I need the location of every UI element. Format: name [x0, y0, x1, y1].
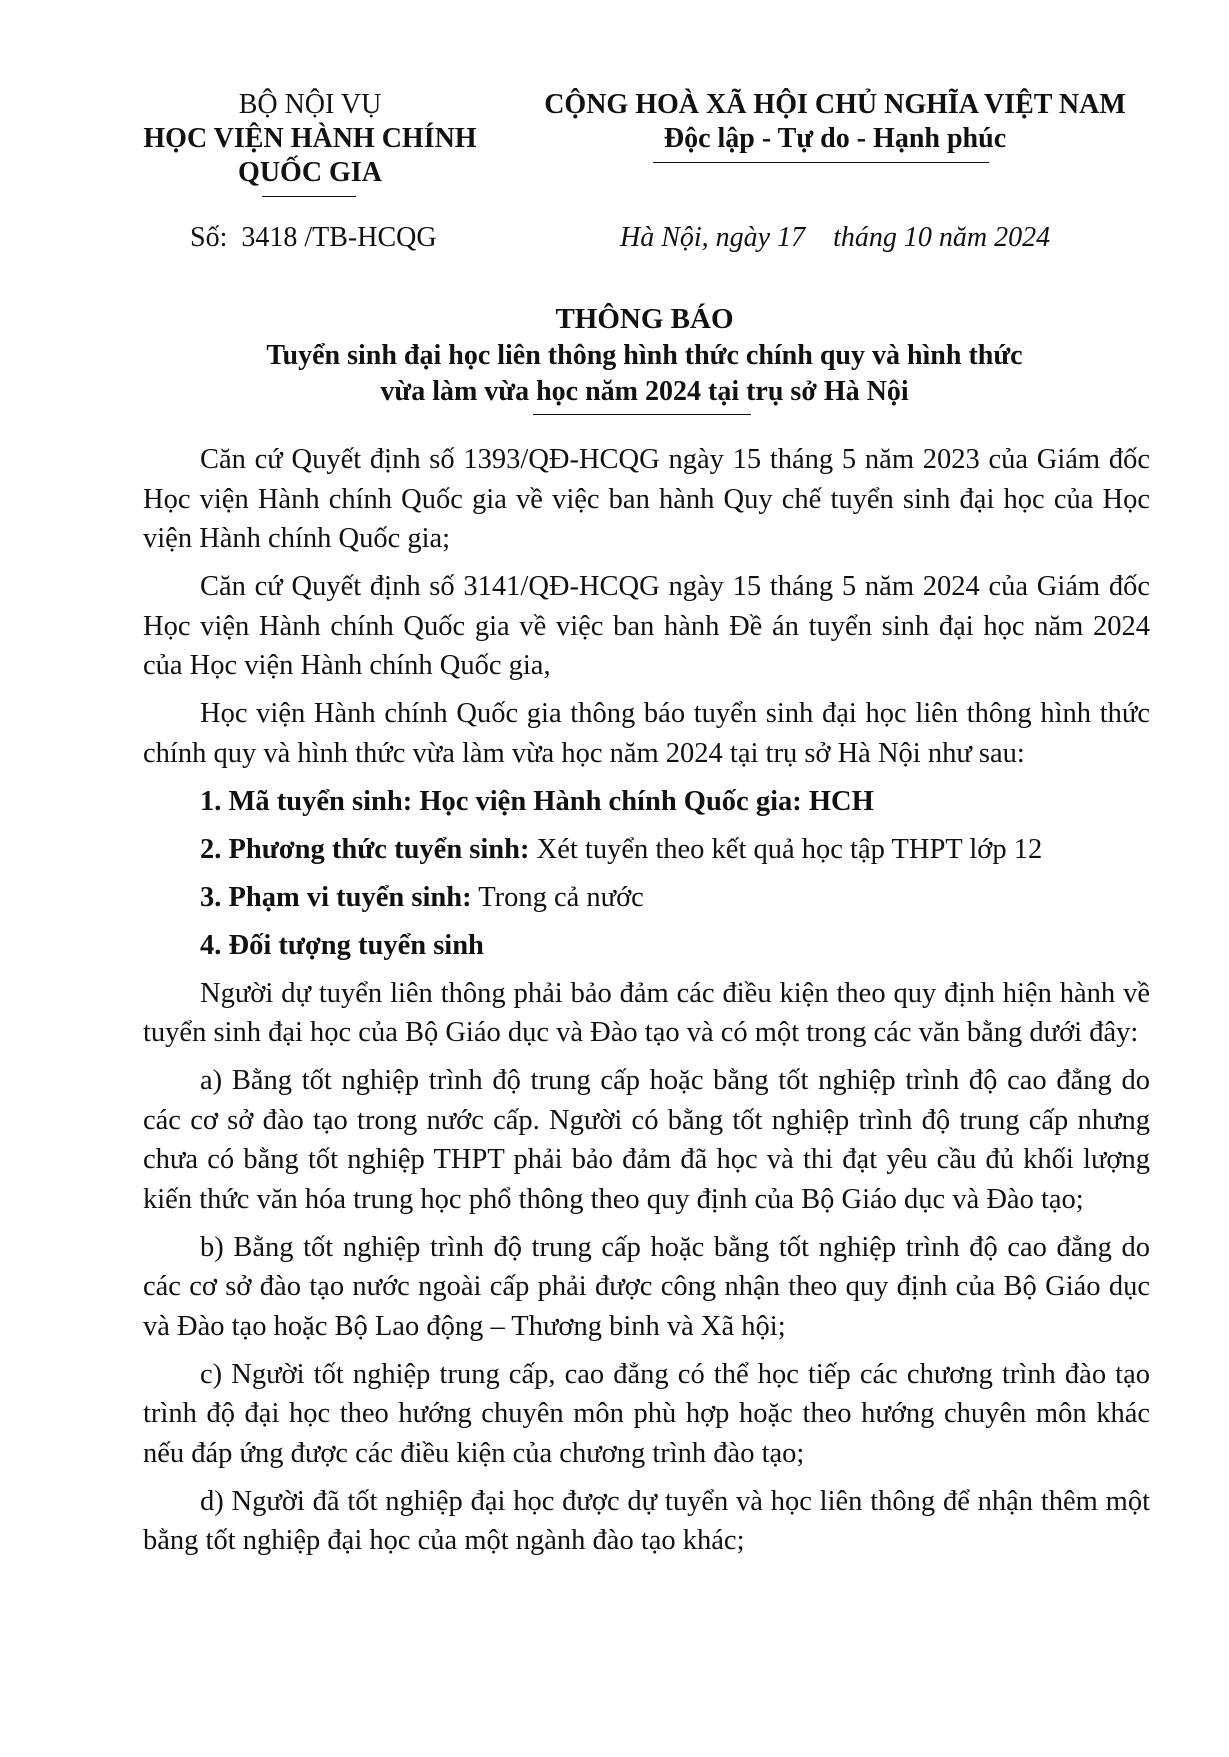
national-motto: Độc lập - Tự do - Hạnh phúc	[663, 123, 1007, 154]
section-admission-scope	[143, 878, 1150, 918]
legal-basis-1: Căn cứ Quyết định số 1393/QĐ-HCQG ngày 15 tháng 5 năm 2023 của Giám đốc Học viện Hành chính Quốc gia về việc ban hành Quy chế tuyển sinh đại học của Học viện Hành chính Quốc gia;	[143, 444, 1150, 554]
section-admission-code: 1. Mã tuyển sinh: Học viện Hành chính Quốc gia: HCH	[200, 785, 874, 817]
eligibility-intro: Người dự tuyển liên thông phải bảo đảm các điều kiện theo quy định hiện hành về tuyển sinh đại học của Bộ Giáo dục và Đào tạo và có một trong các văn bằng dưới đây:	[143, 977, 1150, 1048]
issuing-agency	[140, 88, 480, 190]
motto-underline	[653, 162, 989, 163]
section-label: 3. Phạm vi tuyển sinh:	[200, 881, 472, 913]
section-admission-method	[143, 830, 1150, 870]
intro-paragraph: Học viện Hành chính Quốc gia thông báo tuyển sinh đại học liên thông hình thức chính quy và hình thức vừa làm vừa học năm 2024 tại trụ sở Hà Nội như sau:	[143, 698, 1150, 769]
section-text: Trong cả nước	[471, 881, 644, 913]
section-label: 2. Phương thức tuyển sinh:	[200, 833, 530, 865]
condition-c: c) Người tốt nghiệp trung cấp, cao đẳng có thể học tiếp các chương trình đào tạo trình độ đại học theo hướng chuyên môn phù hợp hoặc theo hướng chuyên môn khác nếu đáp ứng được các điều kiện của chương trình đào tạo;	[143, 1358, 1150, 1469]
document-date: Hà Nội, ngày 17 tháng 10 năm 2024	[620, 222, 1051, 253]
section-text: Xét tuyển theo kết quả học tập THPT lớp 12	[529, 833, 1043, 865]
country-name: CỘNG HOÀ XÃ HỘI CHỦ NGHĨA VIỆT NAM	[544, 89, 1126, 120]
ministry-name: BỘ NỘI VỤ	[238, 89, 382, 120]
document-body	[143, 440, 1150, 1569]
document-number: Số: 3418 /TB-HCQG	[190, 222, 437, 253]
legal-basis-2: Căn cứ Quyết định số 3141/QĐ-HCQG ngày 15 tháng 5 năm 2024 của Giám đốc Học viện Hành chính Quốc gia về việc ban hành Đề án tuyển sinh đại học năm 2024 của Học viện Hành chính Quốc gia,	[143, 571, 1150, 681]
title-underline	[533, 414, 751, 415]
org-name-line1: HỌC VIỆN HÀNH CHÍNH	[143, 123, 477, 154]
national-heading	[520, 88, 1150, 156]
condition-b: b) Bằng tốt nghiệp trình độ trung cấp hoặc bằng tốt nghiệp trình độ cao đẳng do các cơ sở đào tạo nước ngoài cấp phải được công nhận theo quy định của Bộ Giáo dục và Đào tạo hoặc Bộ Lao động – Thương binh và Xã hội;	[143, 1231, 1150, 1342]
title-sub-line1: Tuyển sinh đại học liên thông hình thức chính quy và hình thức	[266, 340, 1023, 371]
condition-a: a) Bằng tốt nghiệp trình độ trung cấp hoặc bằng tốt nghiệp trình độ cao đẳng do các cơ sở đào tạo trong nước cấp. Người có bằng tốt nghiệp trình độ trung cấp nhưng chưa có bằng tốt nghiệp THPT phải bảo đảm đã học và thi đạt yêu cầu đủ khối lượng kiến thức văn hóa trung học phổ thông theo quy định của Bộ Giáo dục và Đào tạo;	[143, 1065, 1150, 1215]
title-sub-line2: vừa làm vừa học năm 2024 tại trụ sở Hà Nội	[380, 376, 909, 407]
section-eligible-candidates: 4. Đối tượng tuyển sinh	[200, 929, 484, 961]
agency-underline	[262, 196, 356, 197]
org-name-line2: QUỐC GIA	[238, 157, 382, 188]
condition-d: d) Người đã tốt nghiệp đại học được dự tuyển và học liên thông để nhận thêm một bằng tốt nghiệp đại học của một ngành đào tạo khác;	[143, 1485, 1150, 1556]
title-main: THÔNG BÁO	[555, 303, 734, 335]
document-title	[140, 300, 1149, 410]
